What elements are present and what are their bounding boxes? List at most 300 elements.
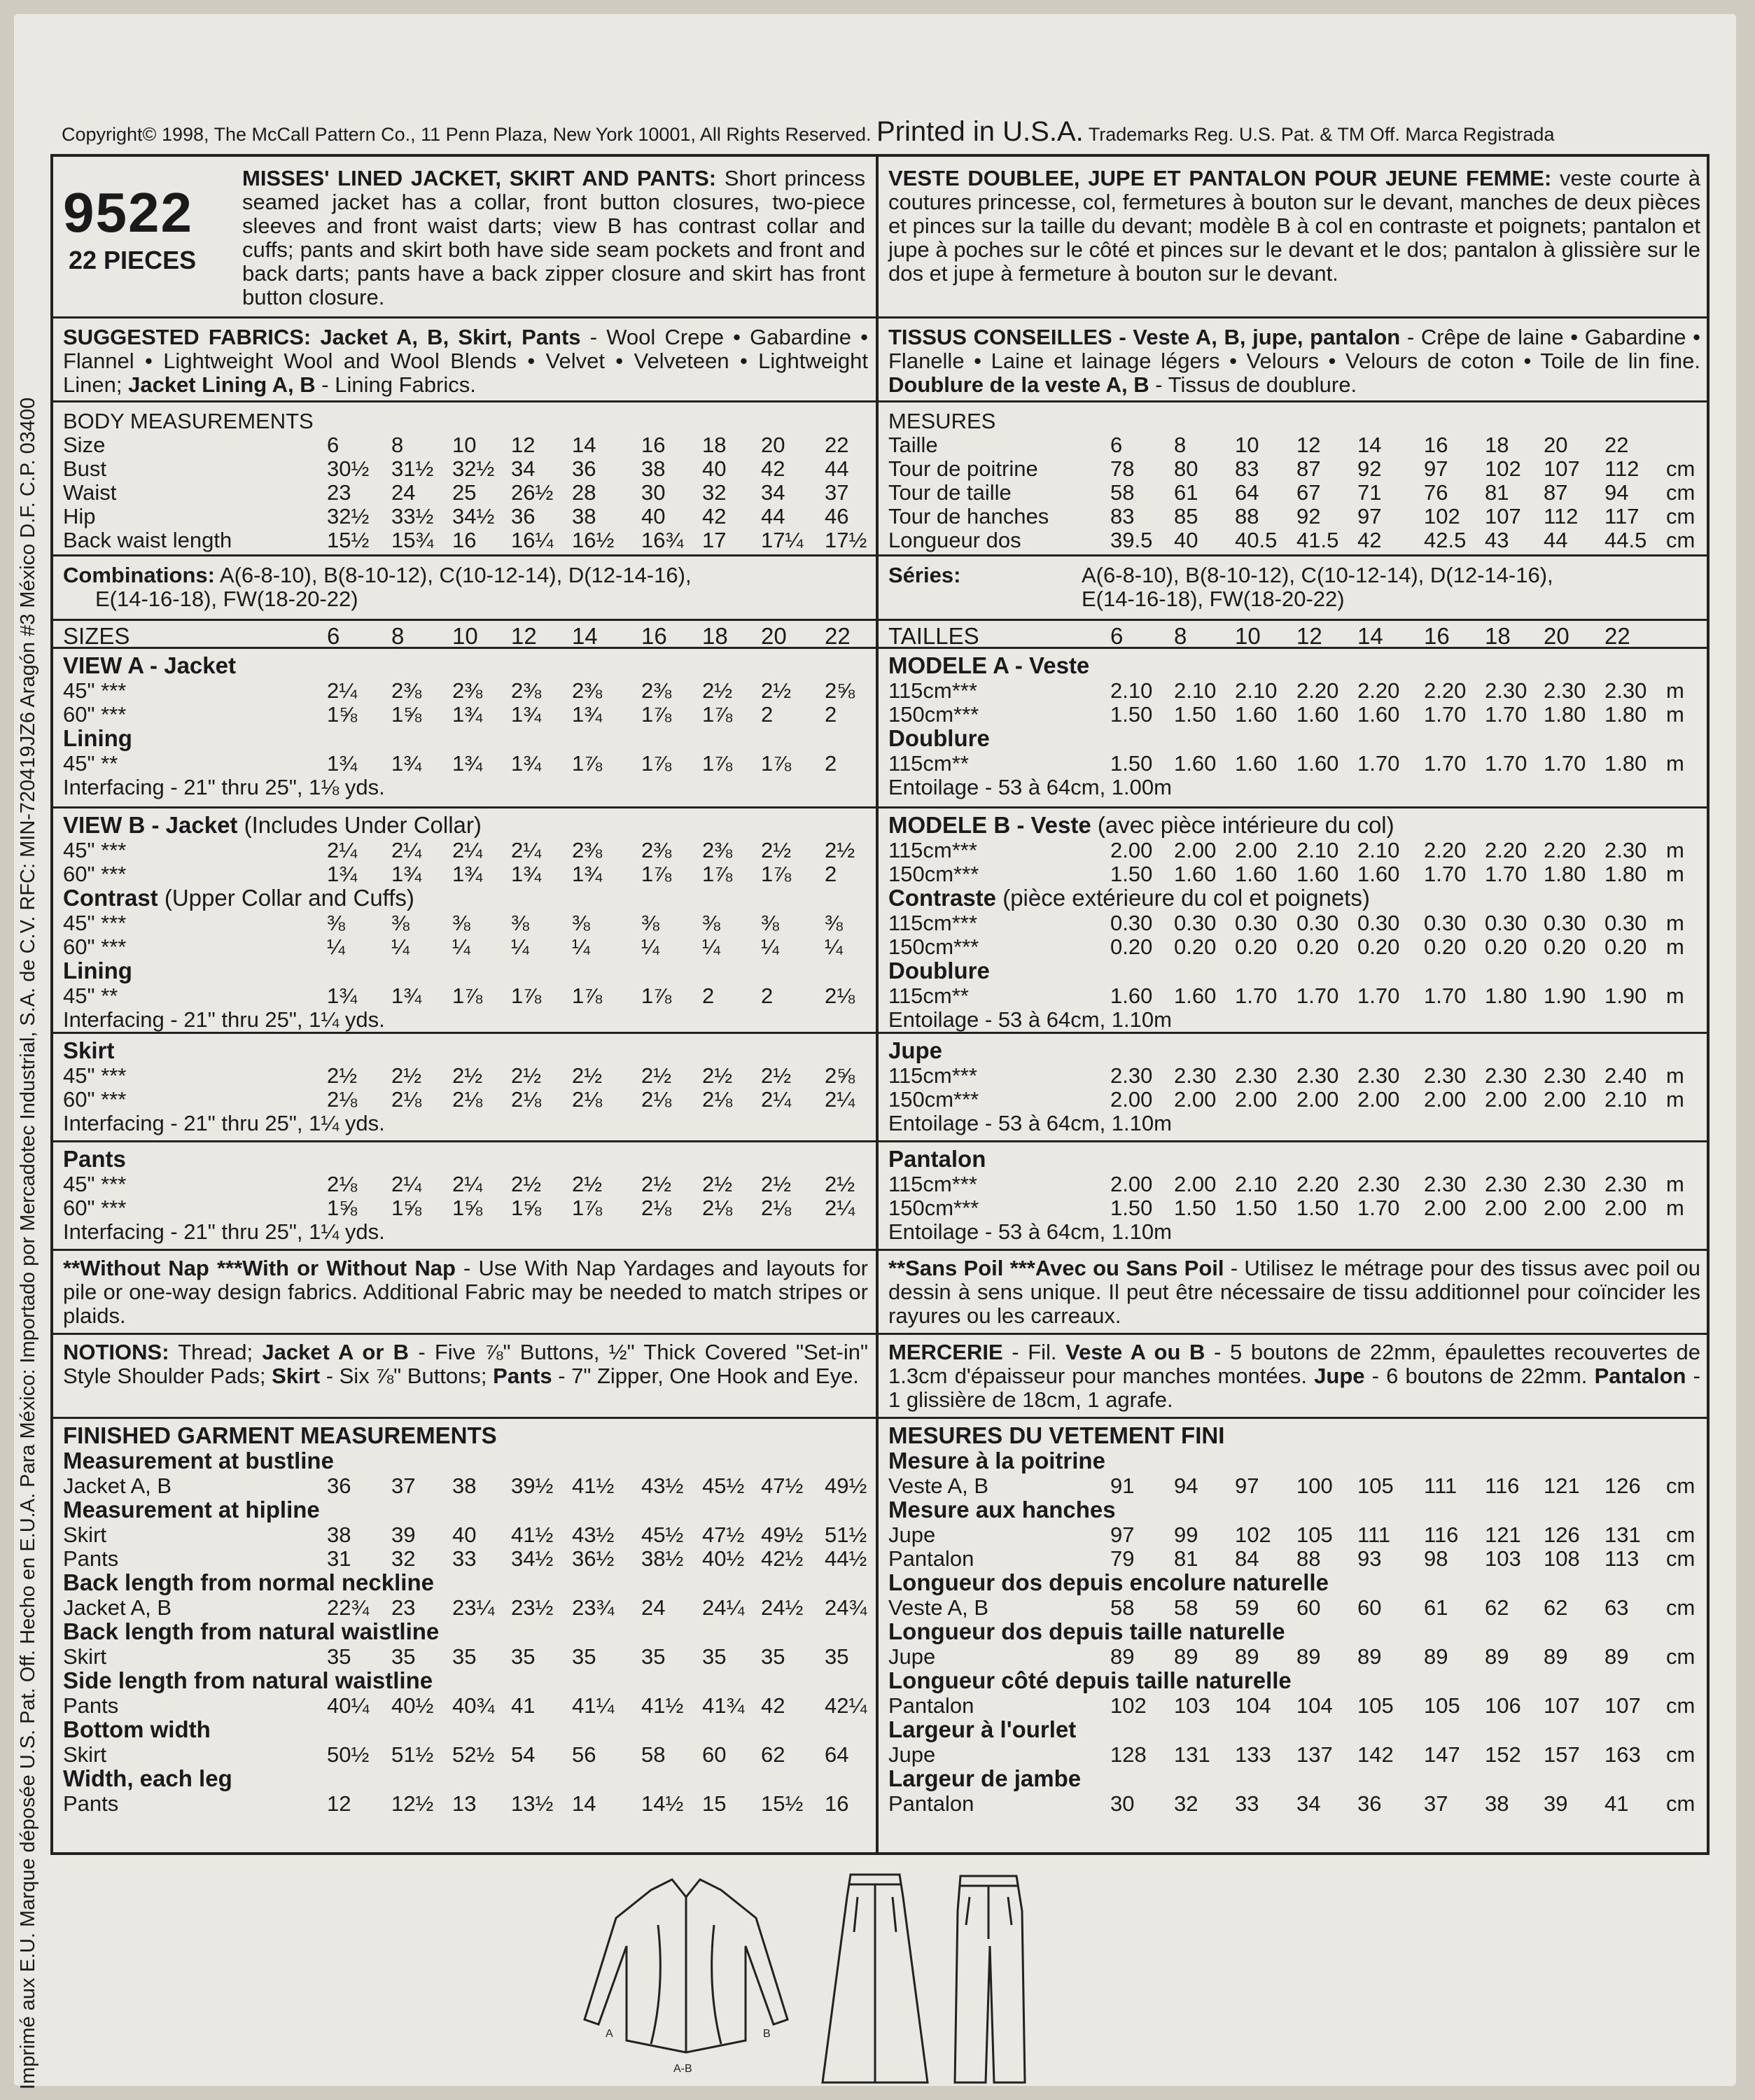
skirt-interfacing-text: Interfacing - 21" thru 25", 1¼ yds. xyxy=(63,1111,385,1135)
row-value: 39 xyxy=(391,1522,416,1547)
row-value: 12½ xyxy=(391,1791,434,1816)
row-value: 16¾ xyxy=(641,528,684,552)
row-value: 18 xyxy=(702,433,727,457)
row-label: 45" *** xyxy=(63,1063,127,1088)
row-value: 100 xyxy=(1296,1474,1333,1498)
row-value: 0.30 xyxy=(1485,911,1527,935)
row-value: 1.70 xyxy=(1357,751,1400,776)
view-b-heading xyxy=(53,813,876,838)
row-value: 14 xyxy=(572,1791,596,1816)
row-value: ⅜ xyxy=(452,911,470,935)
row-value: 1.50 xyxy=(1235,1196,1278,1220)
copyright-line xyxy=(62,112,1700,151)
row-value: 1.50 xyxy=(1174,702,1217,727)
finished-subheading xyxy=(53,1668,876,1693)
row-value: 2.20 xyxy=(1544,838,1586,862)
row-value: 116 xyxy=(1424,1522,1459,1547)
fr-nap xyxy=(888,1256,1700,1328)
table-row xyxy=(53,1087,876,1111)
row-value: 1.50 xyxy=(1110,702,1153,727)
row-label: 45" *** xyxy=(63,838,127,862)
view-a-heading xyxy=(53,653,876,678)
skirt-heading-text: Skirt xyxy=(63,1037,115,1063)
row-value: 87 xyxy=(1544,480,1568,505)
row-value: 6 xyxy=(327,433,340,457)
row-value: 2.30 xyxy=(1604,678,1647,703)
row-value: 89 xyxy=(1485,1644,1509,1669)
en-view-a xyxy=(53,647,876,806)
row-value: 163 xyxy=(1604,1742,1641,1767)
en-body-table xyxy=(53,433,876,552)
size-value: 14 xyxy=(1357,623,1383,647)
en-notions-skirt-text: - Six ⅞" Buttons; xyxy=(326,1364,487,1388)
table-row xyxy=(879,1791,1709,1815)
row-value: 2⅛ xyxy=(761,1196,792,1220)
row-value: 71 xyxy=(1357,480,1382,505)
row-value: ⅜ xyxy=(572,911,590,935)
row-value: 1⅞ xyxy=(702,862,733,886)
row-unit: cm xyxy=(1666,1546,1695,1571)
row-value: 157 xyxy=(1544,1742,1580,1767)
row-value: 1.80 xyxy=(1604,862,1647,886)
garment-line-drawing xyxy=(546,1869,1064,2086)
row-value: 2⅛ xyxy=(327,1172,358,1196)
en-nap xyxy=(63,1256,868,1328)
row-label: Pantalon xyxy=(888,1693,974,1718)
size-value: 12 xyxy=(511,623,537,647)
row-label: 150cm*** xyxy=(888,862,979,886)
row-unit: m xyxy=(1666,1172,1684,1196)
table-row xyxy=(879,751,1709,775)
row-value: 0.30 xyxy=(1544,911,1586,935)
row-value: 23 xyxy=(327,480,351,505)
skirt-heading xyxy=(53,1038,876,1063)
row-unit: m xyxy=(1666,862,1684,886)
row-value: 0.20 xyxy=(1235,934,1278,959)
row-value: 35 xyxy=(641,1644,666,1669)
table-row xyxy=(879,678,1709,702)
fr-body-heading: MESURES xyxy=(888,409,996,433)
size-value: 8 xyxy=(1174,623,1187,647)
copyright-text: Copyright© 1998, The McCall Pattern Co., 11 Penn Plaza, New York 10001, All Rights Reserved. xyxy=(62,124,872,145)
row-value: 2.00 xyxy=(1485,1196,1527,1220)
row-value: 15½ xyxy=(327,528,370,552)
table-row xyxy=(879,481,1709,505)
row-value: 1⅞ xyxy=(641,862,672,886)
row-unit: m xyxy=(1666,751,1684,776)
row-value: 49½ xyxy=(761,1522,804,1547)
row-value: 2½ xyxy=(761,838,792,862)
finished-subheading-text: Back length from normal neckline xyxy=(63,1569,434,1595)
skirt-interfacing xyxy=(879,1111,1709,1135)
size-value: 20 xyxy=(761,623,787,647)
row-value: 117 xyxy=(1604,504,1639,528)
row-value: 23 xyxy=(391,1595,416,1620)
skirt-heading-text: Jupe xyxy=(888,1037,943,1063)
table-row xyxy=(879,911,1709,934)
pants-heading-text: Pantalon xyxy=(888,1146,986,1172)
row-value: 49½ xyxy=(825,1474,867,1498)
row-value: 89 xyxy=(1424,1644,1448,1669)
row-value: 42 xyxy=(1357,528,1382,552)
row-value: 2.10 xyxy=(1296,838,1339,862)
row-value: 2.10 xyxy=(1357,838,1400,862)
row-value: 2.00 xyxy=(1174,838,1217,862)
table-row xyxy=(879,934,1709,958)
en-fabrics-section xyxy=(53,316,876,400)
row-value: 2.30 xyxy=(1296,1063,1339,1088)
row-value: 23¾ xyxy=(572,1595,615,1620)
row-value: 1¾ xyxy=(327,751,358,776)
en-view-b xyxy=(53,806,876,1032)
row-value: 2½ xyxy=(702,1172,733,1196)
row-value: 2½ xyxy=(702,678,733,703)
row-label: 150cm*** xyxy=(888,934,979,959)
row-value: 2 xyxy=(825,751,837,776)
row-value: ¼ xyxy=(572,934,590,959)
table-row xyxy=(53,1693,876,1717)
row-value: 104 xyxy=(1296,1693,1333,1718)
row-value: ⅜ xyxy=(327,911,345,935)
finished-subheading xyxy=(53,1570,876,1595)
table-row xyxy=(879,1595,1709,1619)
row-value: 2.30 xyxy=(1604,838,1647,862)
finished-subheading xyxy=(879,1668,1709,1693)
row-value: 0.20 xyxy=(1544,934,1586,959)
en-notions-thread: Thread; xyxy=(178,1340,253,1364)
row-value: 47½ xyxy=(702,1522,745,1547)
size-value: 16 xyxy=(641,623,667,647)
row-value: 1.60 xyxy=(1357,702,1400,727)
row-value: 1.60 xyxy=(1296,862,1339,886)
row-value: 1.80 xyxy=(1544,862,1586,886)
row-value: 38 xyxy=(1485,1791,1509,1816)
row-value: 30½ xyxy=(327,456,370,481)
row-value: 0.20 xyxy=(1110,934,1153,959)
row-value: 23½ xyxy=(511,1595,554,1620)
row-value: 2¼ xyxy=(511,838,542,862)
row-value: 1¾ xyxy=(511,862,542,886)
row-value: 2⅛ xyxy=(825,983,855,1008)
en-notions-skirt: Skirt xyxy=(272,1364,321,1388)
row-value: 89 xyxy=(1296,1644,1321,1669)
row-value: ¼ xyxy=(702,934,720,959)
row-value: 107 xyxy=(1544,1693,1580,1718)
row-value: 18 xyxy=(1485,433,1509,457)
row-value: 88 xyxy=(1235,504,1259,528)
row-value: 1.70 xyxy=(1485,751,1527,776)
jacket-label-a: A xyxy=(606,2028,613,2040)
row-value: 116 xyxy=(1485,1474,1520,1498)
row-value: 0.20 xyxy=(1174,934,1217,959)
row-label: Waist xyxy=(63,480,117,505)
row-value: 76 xyxy=(1424,480,1448,505)
row-value: 32 xyxy=(391,1546,416,1571)
row-value: 1.50 xyxy=(1110,751,1153,776)
row-value: 2⅜ xyxy=(641,678,672,703)
row-value: 0.20 xyxy=(1485,934,1527,959)
finished-subheading-text: Width, each leg xyxy=(63,1765,232,1791)
row-value: 97 xyxy=(1424,456,1448,481)
row-value: 0.30 xyxy=(1424,911,1467,935)
fr-fabrics-section xyxy=(879,316,1709,400)
row-value: 147 xyxy=(1424,1742,1460,1767)
row-label: Size xyxy=(63,433,106,457)
row-unit: cm xyxy=(1666,1791,1695,1816)
row-value: 1.70 xyxy=(1424,702,1467,727)
row-label: Taille xyxy=(888,433,938,457)
row-value: 2⅜ xyxy=(572,838,603,862)
finished-subheading xyxy=(53,1448,876,1474)
row-label: Skirt xyxy=(63,1742,106,1767)
row-value: 14½ xyxy=(641,1791,684,1816)
fr-notions-pants: Pantalon xyxy=(1594,1364,1686,1388)
row-value: 92 xyxy=(1296,504,1321,528)
row-value: 2 xyxy=(761,983,774,1008)
row-value: 1.70 xyxy=(1485,702,1527,727)
row-value: 2⅛ xyxy=(452,1087,483,1112)
row-value: 38 xyxy=(572,504,596,528)
row-value: 83 xyxy=(1110,504,1135,528)
fr-notions-heading: MERCERIE xyxy=(888,1340,1003,1364)
row-value: 58 xyxy=(1110,1595,1135,1620)
finished-subheading xyxy=(879,1570,1709,1595)
fr-series-1: A(6-8-10), B(8-10-12), C(10-12-14), D(12-14-16), xyxy=(1082,563,1553,587)
row-value: 2.00 xyxy=(1174,1172,1217,1196)
table-row xyxy=(879,433,1709,457)
row-unit: cm xyxy=(1666,1595,1695,1620)
fr-view-b xyxy=(879,806,1709,1032)
row-value: 24 xyxy=(391,480,416,505)
row-value: 58 xyxy=(641,1742,666,1767)
row-value: 1¾ xyxy=(572,702,603,727)
en-sizes-header xyxy=(53,619,876,647)
sizes-label: SIZES xyxy=(63,623,130,647)
table-row xyxy=(53,1063,876,1087)
finished-subheading-text: Measurement at bustline xyxy=(63,1448,334,1474)
row-value: 10 xyxy=(452,433,477,457)
view-a-interfacing xyxy=(879,775,1709,799)
row-value: 0.20 xyxy=(1296,934,1339,959)
row-value: 58 xyxy=(1174,1595,1198,1620)
row-label: 150cm*** xyxy=(888,1087,979,1112)
row-value: 20 xyxy=(761,433,785,457)
finished-subheading xyxy=(879,1448,1709,1474)
row-label: Jupe xyxy=(888,1644,936,1669)
row-value: 1⅝ xyxy=(391,1196,422,1220)
row-value: 2.20 xyxy=(1296,678,1339,703)
row-value: 104 xyxy=(1235,1693,1271,1718)
row-value: 2.30 xyxy=(1485,1063,1527,1088)
row-value: 17½ xyxy=(825,528,867,552)
en-description xyxy=(242,167,865,309)
row-value: 2.20 xyxy=(1296,1172,1339,1196)
row-value: ⅜ xyxy=(825,911,843,935)
row-value: 1.60 xyxy=(1235,702,1278,727)
row-value: 37 xyxy=(825,480,849,505)
table-row xyxy=(879,1644,1709,1668)
row-value: ¼ xyxy=(825,934,843,959)
row-value: 0.20 xyxy=(1604,934,1647,959)
row-label: 115cm*** xyxy=(888,911,977,935)
row-value: 1⅝ xyxy=(327,702,358,727)
row-value: 36 xyxy=(327,1474,351,1498)
row-value: 2⅜ xyxy=(391,678,422,703)
row-unit: cm xyxy=(1666,1693,1695,1718)
row-value: 67 xyxy=(1296,480,1321,505)
row-value: 31½ xyxy=(391,456,434,481)
view-b-contrast xyxy=(53,886,876,911)
row-label: Veste A, B xyxy=(888,1595,989,1620)
row-value: 112 xyxy=(1544,504,1579,528)
row-value: 54 xyxy=(511,1742,536,1767)
fr-notions-jacket-text: - 5 boutons de 22mm, épaulettes recouvertes de 1.3cm d'épaisseur pour manches montées. xyxy=(888,1340,1700,1388)
table-row xyxy=(53,838,876,862)
pants-interfacing-text: Entoilage - 53 à 64cm, 1.10m xyxy=(888,1219,1172,1244)
row-value: 2.00 xyxy=(1357,1087,1400,1112)
row-value: 38 xyxy=(641,456,666,481)
row-value: 34 xyxy=(761,480,785,505)
table-row xyxy=(879,1196,1709,1219)
finished-subheading-text: Measurement at hipline xyxy=(63,1497,320,1522)
table-row xyxy=(879,1742,1709,1766)
row-value: 41½ xyxy=(511,1522,554,1547)
row-value: 2⅛ xyxy=(511,1087,542,1112)
row-value: 2½ xyxy=(641,1063,672,1088)
row-label: 150cm*** xyxy=(888,1196,979,1220)
finished-subheading xyxy=(53,1497,876,1522)
en-nap-text: - Use With Nap Yardages and layouts for pile or one-way design fabrics. Additional Fabric may be needed to match stripes or plaids. xyxy=(63,1256,869,1328)
row-label: Longueur dos xyxy=(888,528,1021,552)
row-value: 2½ xyxy=(641,1172,672,1196)
size-value: 6 xyxy=(327,623,340,647)
row-value: 89 xyxy=(1110,1644,1135,1669)
row-value: 32 xyxy=(1174,1791,1198,1816)
row-value: 1.70 xyxy=(1235,983,1278,1008)
row-value: 1.60 xyxy=(1174,751,1217,776)
row-value: 2.00 xyxy=(1235,838,1278,862)
view-b-lining xyxy=(53,958,876,983)
row-value: 35 xyxy=(825,1644,849,1669)
finished-subheading xyxy=(879,1619,1709,1644)
row-label: 60" *** xyxy=(63,702,127,727)
row-value: 2⅜ xyxy=(702,838,733,862)
row-value: 12 xyxy=(511,433,536,457)
row-label: Skirt xyxy=(63,1522,106,1547)
en-combinations xyxy=(53,554,876,619)
row-value: 22 xyxy=(1604,433,1629,457)
row-value: 107 xyxy=(1604,1693,1641,1718)
row-value: 106 xyxy=(1485,1693,1521,1718)
row-value: 2.20 xyxy=(1424,838,1467,862)
size-value: 18 xyxy=(1485,623,1511,647)
row-value: 2⅜ xyxy=(511,678,542,703)
row-value: 2.30 xyxy=(1357,1063,1400,1088)
pants-heading xyxy=(879,1147,1709,1172)
row-value: 108 xyxy=(1544,1546,1580,1571)
view-b-contrast-note: (Upper Collar and Cuffs) xyxy=(164,885,414,911)
finished-heading-text: FINISHED GARMENT MEASUREMENTS xyxy=(63,1422,497,1448)
row-value: 44.5 xyxy=(1604,528,1647,552)
row-value: 1.80 xyxy=(1544,702,1586,727)
row-label: 45" ** xyxy=(63,751,118,776)
row-value: 23¼ xyxy=(452,1595,495,1620)
row-value: 63 xyxy=(1604,1595,1629,1620)
row-value: 2½ xyxy=(702,1063,733,1088)
row-unit: cm xyxy=(1666,504,1695,528)
row-value: 152 xyxy=(1485,1742,1521,1767)
table-row xyxy=(879,1546,1709,1570)
row-label: Tour de hanches xyxy=(888,504,1049,528)
row-value: 16 xyxy=(641,433,666,457)
en-combinations-label: Combinations: xyxy=(63,563,215,587)
table-row xyxy=(879,1087,1709,1111)
row-value: 2.00 xyxy=(1544,1196,1586,1220)
row-value: 1.90 xyxy=(1544,983,1586,1008)
row-value: 38½ xyxy=(641,1546,684,1571)
row-value: 47½ xyxy=(761,1474,804,1498)
table-row xyxy=(879,457,1709,481)
row-value: ⅜ xyxy=(511,911,529,935)
row-value: 2⅛ xyxy=(572,1087,603,1112)
row-value: 41¼ xyxy=(572,1693,615,1718)
row-value: 1⅞ xyxy=(761,751,792,776)
table-row xyxy=(879,528,1709,552)
row-value: 1¾ xyxy=(572,862,603,886)
pants-heading-text: Pants xyxy=(63,1146,126,1172)
row-value: 61 xyxy=(1174,480,1198,505)
view-b-contrast-note: (pièce extérieure du col et poignets) xyxy=(1002,885,1370,911)
row-value: 35 xyxy=(511,1644,536,1669)
row-value: 102 xyxy=(1110,1693,1147,1718)
finished-subheading xyxy=(879,1717,1709,1742)
row-value: 2¼ xyxy=(452,1172,483,1196)
row-value: 107 xyxy=(1485,504,1521,528)
row-value: 78 xyxy=(1110,456,1135,481)
row-value: 81 xyxy=(1485,480,1509,505)
row-value: 2⅛ xyxy=(327,1087,358,1112)
size-value: 22 xyxy=(825,623,851,647)
row-value: 60 xyxy=(702,1742,727,1767)
row-value: 1⅞ xyxy=(761,862,792,886)
row-value: 2⅛ xyxy=(641,1087,672,1112)
row-unit: cm xyxy=(1666,456,1695,481)
fr-nap-note xyxy=(879,1249,1709,1333)
en-fabrics xyxy=(63,326,868,397)
row-value: 62 xyxy=(761,1742,785,1767)
en-finished-measurements xyxy=(53,1417,876,1858)
en-notions xyxy=(53,1333,876,1417)
pants-interfacing-text: Interfacing - 21" thru 25", 1¼ yds. xyxy=(63,1219,385,1244)
row-value: 2.30 xyxy=(1544,1063,1586,1088)
row-value: 1.80 xyxy=(1604,702,1647,727)
row-value: 2¼ xyxy=(327,678,358,703)
row-value: 1.70 xyxy=(1357,983,1400,1008)
sizes-row xyxy=(879,623,1709,647)
table-row xyxy=(53,702,876,726)
size-value: 10 xyxy=(452,623,478,647)
row-value: 137 xyxy=(1296,1742,1333,1767)
fr-lining-text: - Tissus de doublure. xyxy=(1155,372,1357,397)
row-value: 40¾ xyxy=(452,1693,495,1718)
en-combinations-line1 xyxy=(63,564,692,587)
row-value: 42 xyxy=(761,456,785,481)
row-value: 35 xyxy=(572,1644,596,1669)
row-value: ¼ xyxy=(327,934,345,959)
row-value: 1⅞ xyxy=(511,983,542,1008)
row-value: 42 xyxy=(761,1693,785,1718)
row-value: 45½ xyxy=(641,1522,684,1547)
